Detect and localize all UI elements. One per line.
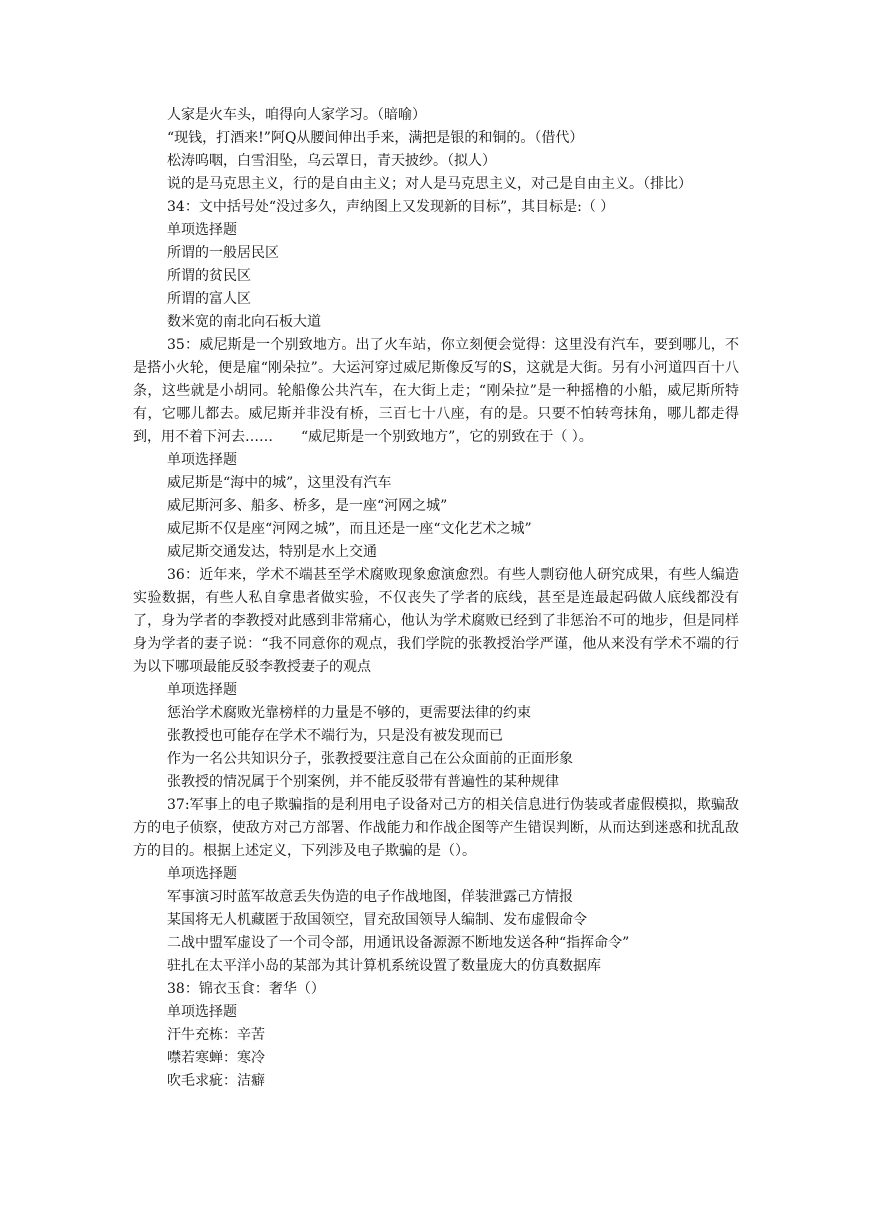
text-line: 松涛呜咽，白雪泪坠，乌云罩日，青天披纱。（拟人） xyxy=(167,153,496,169)
text-line: 说的是马克思主义，行的是自由主义；对人是马克思主义，对己是自由主义。（排比） xyxy=(167,176,692,192)
text-line: 人家是火车头，咱得向人家学习。（暗喻） xyxy=(167,107,426,123)
question-37-option: 二战中盟军虚设了一个司令部，用通讯设备源源不断地发送各种“指挥命令” xyxy=(167,935,630,951)
question-35-option: 威尼斯河多、船多、桥多，是一座“河网之城” xyxy=(167,498,448,514)
question-36-stem: 36：近年来，学术不端甚至学术腐败现象愈演愈烈。有些人剽窃他人研究成果，有些人编造实验数据，有些人私自拿患者做实验，不仅丧失了学者的底线，甚至是连最起码做人底线都没有了，身为学者的李教授对此感到非常痛心，他认为学术腐败已经到了非惩治不可的地步，但是同样身为学者的妻子说：“我不同意你的观点，我们学院的张教授治学严谨，他从来没有学术不端的行为以下哪项最能反驳李教授妻子的观点 xyxy=(133,567,739,675)
question-38-stem: 38：锦衣玉食：奢华（） xyxy=(167,981,325,997)
question-38-option: 噤若寒蝉：寒冷 xyxy=(167,1050,265,1066)
question-36-option: 张教授也可能存在学术不端行为，只是没有被发现而已 xyxy=(167,728,503,744)
question-35-option: 威尼斯交通发达，特别是水上交通 xyxy=(167,544,377,560)
question-34-option: 数米宽的南北向石板大道 xyxy=(167,314,321,330)
question-37-option: 某国将无人机藏匿于敌国领空，冒充敌国领导人编制、发布虚假命令 xyxy=(167,912,587,928)
text-line: “现钱，打酒来!”阿Q从腰间伸出手来，满把是银的和铜的。（借代） xyxy=(167,130,584,146)
question-35-type: 单项选择题 xyxy=(167,452,237,468)
question-34-option: 所谓的富人区 xyxy=(167,291,251,307)
question-36-option: 惩治学术腐败光靠榜样的力量是不够的，更需要法律的约束 xyxy=(167,705,531,721)
question-37-type: 单项选择题 xyxy=(167,866,237,882)
question-34-type: 单项选择题 xyxy=(167,222,237,238)
question-38-option: 吹毛求疵：洁癖 xyxy=(167,1073,265,1089)
question-36-option: 作为一名公共知识分子，张教授要注意自己在公众面前的正面形象 xyxy=(167,751,573,767)
question-36-type: 单项选择题 xyxy=(167,682,237,698)
question-35-option: 威尼斯不仅是座“河网之城”，而且还是一座“文化艺术之城” xyxy=(167,521,532,537)
question-35-option: 威尼斯是“海中的城”，这里没有汽车 xyxy=(167,475,392,491)
question-35-stem: 35：威尼斯是一个别致地方。出了火车站，你立刻便会觉得：这里没有汽车，要到哪儿，不是搭小火轮，便是雇“刚朵拉”。大运河穿过威尼斯像反写的S，这就是大街。另有小河道四百十八条，这些就是小胡同。轮船像公共汽车，在大街上走；“刚朵拉”是一种摇橹的小船，威尼斯所特有，它哪儿都去。威尼斯并非没有桥，三百七十八座，有的是。只要不怕转弯抹角，哪儿都走得到，用不着下河去…… “威尼斯是一个别致地方”，它的别致在于（ ）。 xyxy=(133,337,739,445)
document-body xyxy=(133,104,739,1093)
question-34-stem: 34：文中括号处“没过多久，声纳图上又发现新的目标”，其目标是:（ ） xyxy=(167,199,615,215)
question-37-stem: 37:军事上的电子欺骗指的是利用电子设备对己方的相关信息进行伪装或者虚假模拟，欺骗敌方的电子侦察，使敌方对己方部署、作战能力和作战企图等产生错误判断，从而达到迷惑和扰乱敌方的目的。根据上述定义，下列涉及电子欺骗的是（）。 xyxy=(133,797,739,859)
question-37-option: 驻扎在太平洋小岛的某部为其计算机系统设置了数量庞大的仿真数据库 xyxy=(167,958,601,974)
question-34-option: 所谓的贫民区 xyxy=(167,268,251,284)
question-34-option: 所谓的一般居民区 xyxy=(167,245,279,261)
question-38-type: 单项选择题 xyxy=(167,1004,237,1020)
question-38-option: 汗牛充栋：辛苦 xyxy=(167,1027,265,1043)
question-36-option: 张教授的情况属于个别案例，并不能反驳带有普遍性的某种规律 xyxy=(167,774,559,790)
question-37-option: 军事演习时蓝军故意丢失伪造的电子作战地图，佯装泄露己方情报 xyxy=(167,889,573,905)
